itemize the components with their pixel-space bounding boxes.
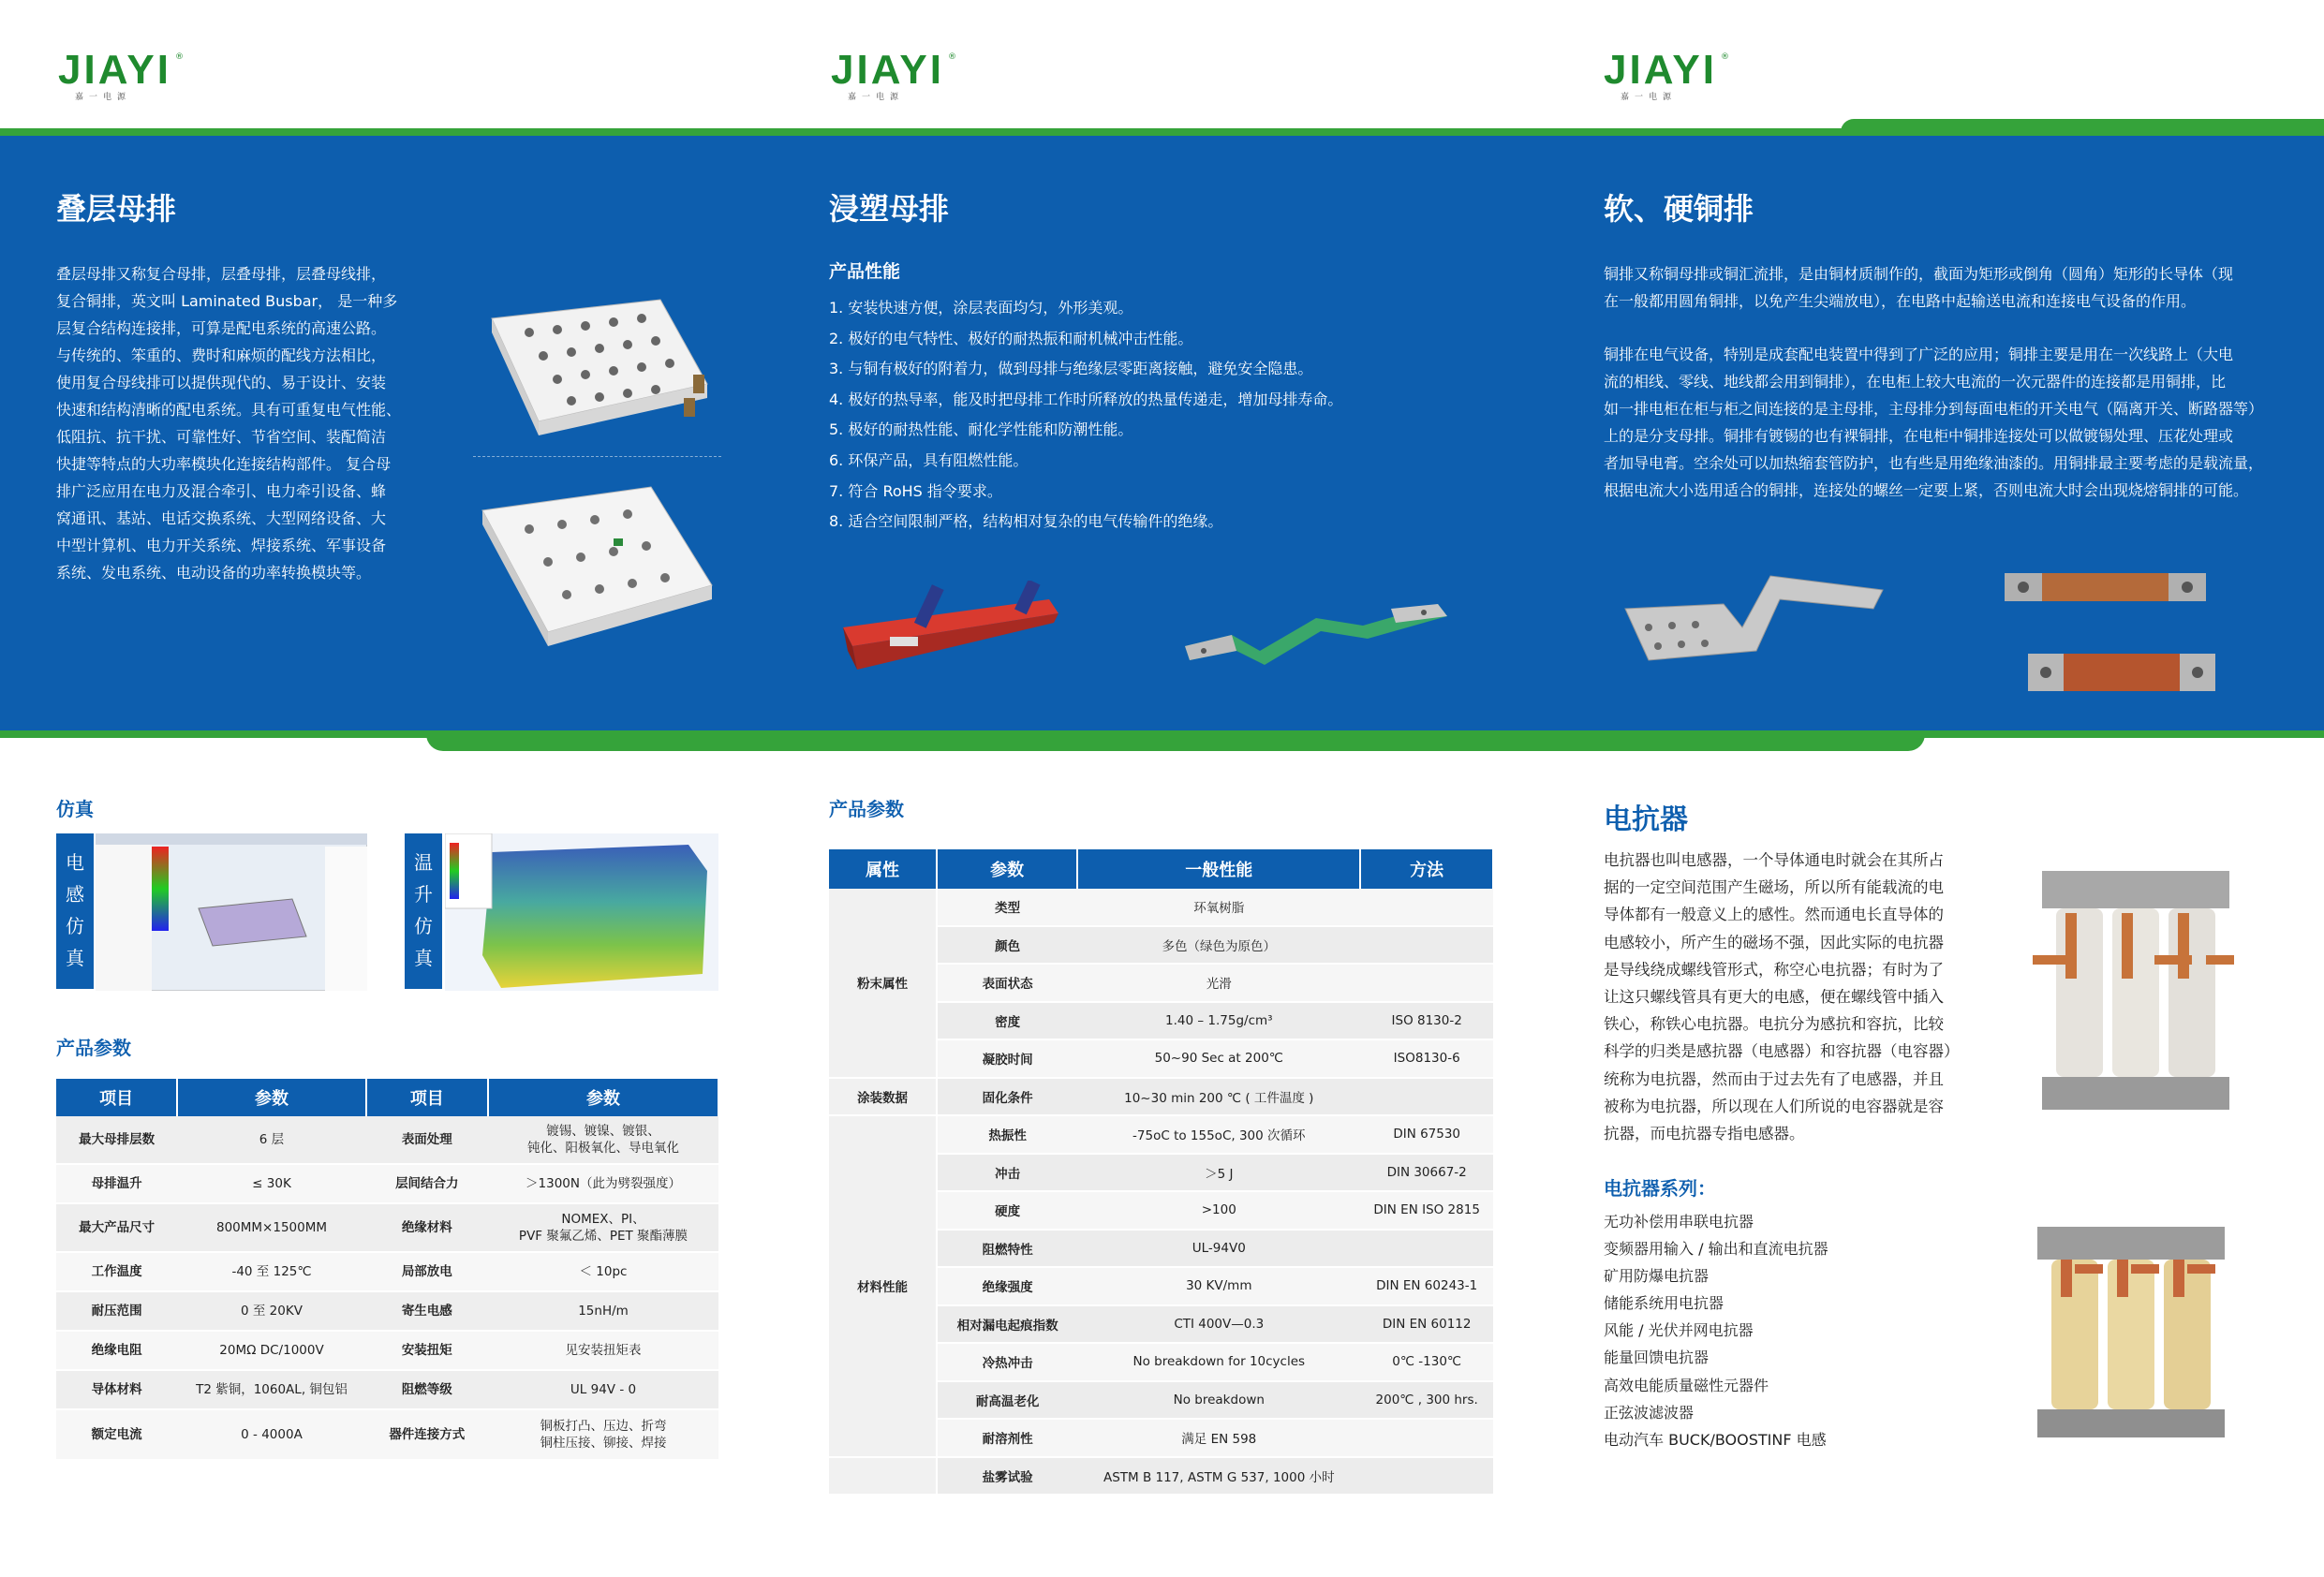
- table-cell: 固化条件: [937, 1078, 1077, 1116]
- temperature-simulation-screenshot: [445, 833, 718, 991]
- logo-3: JIAYI 嘉一电源 ®: [1604, 49, 1735, 105]
- table-cell: 冷热冲击: [937, 1343, 1077, 1381]
- table-cell: DIN EN ISO 2815: [1360, 1191, 1493, 1230]
- table-cell: 耐压范围: [56, 1291, 177, 1331]
- table-header-cell: 项目: [366, 1079, 488, 1116]
- table-cell: 光滑: [1077, 964, 1360, 1002]
- table-cell: 耐高温老化: [937, 1381, 1077, 1420]
- table-cell: 绝缘材料: [366, 1203, 488, 1252]
- table-row: [56, 1291, 718, 1331]
- feature-item: 5. 极好的耐热性能、耐化学性能和防潮性能。: [829, 420, 1133, 439]
- description-line: 排广泛应用在电力及混合牵引、电力牵引设备、蜂: [56, 482, 387, 500]
- reactor-title: 电抗器: [1604, 803, 1688, 836]
- table-group-cell: 粉末属性: [829, 889, 937, 1078]
- table-row: [56, 1409, 718, 1460]
- laminated-busbar-image-1: [473, 281, 726, 450]
- series-item: 变频器用输入 / 输出和直流电抗器: [1604, 1240, 1828, 1259]
- series-item: 电动汽车 BUCK/BOOSTINF 电感: [1604, 1430, 1827, 1449]
- table-cell: ASTM B 117, ASTM G 537, 1000 小时: [1077, 1457, 1360, 1496]
- feature-item: 4. 极好的热导率，能及时把母排工作时所释放的热量传递走，增加母排寿命。: [829, 390, 1343, 408]
- description-line: 电抗器也叫电感器，一个导体通电时就会在其所占: [1604, 851, 1944, 869]
- feature-item: 1. 安装快速方便，涂层表面均匀，外形美观。: [829, 299, 1133, 317]
- reactor-description: [1604, 847, 1974, 1147]
- description-line: 者加导电膏。空余处可以加热缩套管防护，也有些是用绝缘油漆的。用铜排最主要考虑的是载流量，: [1604, 454, 2264, 472]
- laminated-busbar-description: [56, 260, 459, 586]
- table-cell: 环氧树脂: [1077, 889, 1360, 926]
- table-cell: 见安装扭矩表: [488, 1331, 718, 1370]
- table-cell: -40 至 125℃: [177, 1252, 365, 1291]
- table-cell: DIN 67530: [1360, 1115, 1493, 1154]
- table-row: [829, 1457, 1493, 1496]
- table-cell: 冲击: [937, 1154, 1077, 1192]
- description-line: 快捷等特点的大功率模块化连接结构部件。 复合母: [56, 455, 392, 473]
- table-cell: 颜色: [937, 926, 1077, 965]
- table-cell: ISO 8130-2: [1360, 1002, 1493, 1040]
- table-cell: [1360, 1230, 1493, 1268]
- table-cell: 30 KV/mm: [1077, 1267, 1360, 1305]
- table-row: [56, 1252, 718, 1291]
- table-cell: 0 - 4000A: [177, 1409, 365, 1460]
- description-line: 与传统的、笨重的、费时和麻烦的配线方法相比，: [56, 346, 387, 364]
- feature-item: 7. 符合 RoHS 指令要求。: [829, 481, 1002, 500]
- table-row: [56, 1331, 718, 1370]
- table-cell: 额定电流: [56, 1409, 177, 1460]
- red-busbar-image: [834, 581, 1068, 702]
- table-cell: 表面处理: [366, 1116, 488, 1164]
- description-line: 窝通讯、基站、电话交换系统、大型网络设备、大: [56, 509, 387, 527]
- table-cell: [1360, 1078, 1493, 1116]
- table-cell: 800MM×1500MM: [177, 1203, 365, 1252]
- table-cell: 母排温升: [56, 1164, 177, 1203]
- series-item: 正弦波滤波器: [1604, 1403, 1695, 1422]
- table-cell: [1360, 1419, 1493, 1457]
- series-item: 矿用防爆电抗器: [1604, 1267, 1710, 1286]
- feature-item: 3. 与铜有极好的附着力，做到母排与绝缘层零距离接触，避免安全隐患。: [829, 360, 1313, 378]
- table-cell: 耐溶剂性: [937, 1419, 1077, 1457]
- logo-wordmark: JIAYI: [831, 47, 945, 93]
- performance-list: [829, 293, 1428, 538]
- description-line: 根据电流大小选用适合的铜排，连接处的螺丝一定要上紧，否则电流大时会出现烧熔铜排的可能。: [1604, 481, 2249, 499]
- copper-busbar-description-1: [1604, 260, 2278, 315]
- series-item: 无功补偿用串联电抗器: [1604, 1213, 1754, 1231]
- table-cell: 镀锡、镀镍、镀银、 钝化、阳极氧化、导电氧化: [488, 1116, 718, 1164]
- logo-wordmark: JIAYI: [1604, 47, 1718, 93]
- table-cell: CTI 400V—0.3: [1077, 1305, 1360, 1344]
- table-row: [829, 889, 1493, 926]
- description-line: 被称为电抗器，所以现在人们所说的电容器就是容: [1604, 1097, 1944, 1115]
- table-cell: 10~30 min 200 ℃ ( 工件温度 ): [1077, 1078, 1360, 1116]
- copper-busbar-title: 软、硬铜排: [1604, 191, 1754, 227]
- table-cell: 绝缘强度: [937, 1267, 1077, 1305]
- copper-busbar-description-2: [1604, 341, 2278, 504]
- inductance-simulation-label: 电 感 仿 真: [56, 833, 94, 989]
- table-cell: 器件连接方式: [366, 1409, 488, 1460]
- description-line: 上的是分支母排。铜排有镀锡的也有裸铜排，在电柜中铜排连接处可以做镀锡处理、压花处理或: [1604, 427, 2234, 445]
- table-cell: 阻燃特性: [937, 1230, 1077, 1268]
- product-performance-heading: 产品性能: [829, 261, 901, 282]
- table-cell: No breakdown for 10cycles: [1077, 1343, 1360, 1381]
- table-group-cell: 材料性能: [829, 1115, 937, 1457]
- table-cell: 盐雾试验: [937, 1457, 1077, 1496]
- description-line: 让这只螺线管具有更大的电感，便在螺线管中插入: [1604, 988, 1944, 1007]
- table-cell: 导体材料: [56, 1370, 177, 1409]
- table-cell: No breakdown: [1077, 1381, 1360, 1420]
- table-cell: 类型: [937, 889, 1077, 926]
- logo-wordmark: JIAYI: [58, 47, 172, 93]
- product-parameters-table-2: [829, 849, 1494, 1496]
- table-cell: 绝缘电阻: [56, 1331, 177, 1370]
- table-cell: ≤ 30K: [177, 1164, 365, 1203]
- green-tab-bottom: [426, 732, 1925, 751]
- table-cell: ＜ 10pc: [488, 1252, 718, 1291]
- table-cell: ＞5 J: [1077, 1154, 1360, 1192]
- table-header-cell: 一般性能: [1077, 849, 1360, 889]
- product-parameters-table-1: [56, 1079, 719, 1461]
- logo-1: JIAYI 嘉一电源 ®: [58, 49, 189, 105]
- green-line-top: [0, 128, 2324, 136]
- laminated-busbar-image-2: [473, 473, 726, 660]
- table-cell: 0℃ -130℃: [1360, 1343, 1493, 1381]
- series-item: 风能 / 光伏并网电抗器: [1604, 1321, 1754, 1340]
- description-line: 系统、发电系统、电动设备的功率转换模块等。: [56, 564, 372, 582]
- table-cell: 1.40 – 1.75g/cm³: [1077, 1002, 1360, 1040]
- table-cell: ＞1300N（此为劈裂强度）: [488, 1164, 718, 1203]
- table-cell: DIN 30667-2: [1360, 1154, 1493, 1192]
- table-header-cell: 方法: [1360, 849, 1493, 889]
- table-cell: UL-94V0: [1077, 1230, 1360, 1268]
- green-busbar-image: [1176, 599, 1457, 693]
- description-line: 低阻抗、抗干扰、可靠性好、节省空间、装配简洁: [56, 428, 387, 446]
- table-row: [829, 1115, 1493, 1154]
- description-line: 科学的归类是感抗器（电感器）和容抗器（电容器）: [1604, 1042, 1960, 1061]
- series-item: 高效电能质量磁性元器件: [1604, 1376, 1769, 1394]
- description-line: 在一般都用圆角铜排，以免产生尖端放电），在电路中起输送电流和连接电气设备的作用。: [1604, 292, 2197, 310]
- image-divider: [473, 456, 721, 457]
- table-header-cell: 项目: [56, 1079, 177, 1116]
- table-cell: NOMEX、PI、 PVF 聚氟乙烯、PET 聚酯薄膜: [488, 1203, 718, 1252]
- feature-item: 6. 环保产品，具有阻燃性能。: [829, 450, 1029, 469]
- table-cell: 安装扭矩: [366, 1331, 488, 1370]
- soft-copper-busbar-image-2: [2023, 646, 2225, 702]
- table-group-cell: 涂装数据: [829, 1078, 937, 1116]
- logo-subtitle: 嘉一电源: [848, 93, 905, 102]
- table-cell: UL 94V - 0: [488, 1370, 718, 1409]
- table-cell: 0 至 20KV: [177, 1291, 365, 1331]
- inductance-simulation-screenshot: [96, 833, 367, 991]
- table-cell: T2 紫铜，1060AL, 铜包铝: [177, 1370, 365, 1409]
- table-cell: 6 层: [177, 1116, 365, 1164]
- table-cell: 多色（绿色为原色）: [1077, 926, 1360, 965]
- feature-item: 2. 极好的电气特性、极好的耐热振和耐机械冲击性能。: [829, 329, 1193, 347]
- table-cell: 层间结合力: [366, 1164, 488, 1203]
- table-row: [56, 1203, 718, 1252]
- temperature-simulation-label: 温 升 仿 真: [405, 833, 442, 989]
- table-cell: 工作温度: [56, 1252, 177, 1291]
- table-header-cell: 参数: [177, 1079, 365, 1116]
- table-cell: 满足 EN 598: [1077, 1419, 1360, 1457]
- table-header-cell: 参数: [488, 1079, 718, 1116]
- description-line: 叠层母排又称复合母排，层叠母排，层叠母线排，: [56, 265, 387, 283]
- dip-coated-busbar-title: 浸塑母排: [829, 191, 950, 227]
- hard-copper-busbar-image: [1621, 567, 1892, 679]
- table-cell: 硬度: [937, 1191, 1077, 1230]
- table-cell: 凝胶时间: [937, 1039, 1077, 1078]
- table-cell: 阻燃等级: [366, 1370, 488, 1409]
- product-parameters-heading-1: 产品参数: [56, 1037, 131, 1059]
- description-line: 铜排在电气设备，特别是成套配电装置中得到了广泛的应用；铜排主要是用在一次线路上（大电: [1604, 346, 2234, 363]
- table-cell: 铜板打凸、压边、折弯 铜柱压接、铆接、焊接: [488, 1409, 718, 1460]
- table-cell: DIN EN 60243-1: [1360, 1267, 1493, 1305]
- table-cell: 50~90 Sec at 200℃: [1077, 1039, 1360, 1078]
- description-line: 抗器，而电抗器专指电感器。: [1604, 1125, 1805, 1143]
- description-line: 铁心，称铁心电抗器。电抗分为感抗和容抗，比较: [1604, 1015, 1944, 1034]
- simulation-heading: 仿真: [56, 798, 94, 820]
- table-cell: 15nH/m: [488, 1291, 718, 1331]
- reactor-image-1: [2014, 866, 2239, 1119]
- table-cell: 20MΩ DC/1000V: [177, 1331, 365, 1370]
- laminated-busbar-title: 叠层母排: [56, 191, 177, 227]
- table-cell: 表面状态: [937, 964, 1077, 1002]
- logo-2: JIAYI 嘉一电源 ®: [831, 49, 962, 105]
- table-cell: 最大产品尺寸: [56, 1203, 177, 1252]
- table-cell: [1360, 926, 1493, 965]
- description-line: 据的一定空间范围产生磁场，所以所有能载流的电: [1604, 878, 1944, 897]
- table-cell: -75oC to 155oC, 300 次循环: [1077, 1115, 1360, 1154]
- description-line: 流的相线、零线、地线都会用到铜排），在电柜上较大电流的一次元器件的连接都是用铜排，比: [1604, 373, 2227, 391]
- table-header-cell: 参数: [937, 849, 1077, 889]
- table-cell: [1360, 964, 1493, 1002]
- table-cell: 200℃ , 300 hrs.: [1360, 1381, 1493, 1420]
- table-cell: 密度: [937, 1002, 1077, 1040]
- description-line: 导体都有一般意义上的感性。然而通电长直导体的: [1604, 906, 1944, 924]
- feature-item: 8. 适合空间限制严格，结构相对复杂的电气传输件的绝缘。: [829, 512, 1223, 531]
- product-parameters-heading-2: 产品参数: [829, 798, 904, 820]
- description-line: 层复合结构连接排，可算是配电系统的高速公路。: [56, 319, 387, 337]
- reactor-image-2: [2019, 1222, 2243, 1447]
- table-cell: [1360, 889, 1493, 926]
- table-row: [829, 1078, 1493, 1116]
- table-header-cell: 属性: [829, 849, 937, 889]
- table-cell: >100: [1077, 1191, 1360, 1230]
- table-group-cell: [829, 1457, 937, 1496]
- table-cell: 热振性: [937, 1115, 1077, 1154]
- description-line: 复合铜排，英文叫 Laminated Busbar， 是一种多: [56, 292, 398, 310]
- reactor-series-heading: 电抗器系列：: [1604, 1177, 1716, 1200]
- table-cell: 最大母排层数: [56, 1116, 177, 1164]
- table-cell: [1360, 1457, 1493, 1496]
- table-row: [56, 1164, 718, 1203]
- series-item: 能量回馈电抗器: [1604, 1349, 1710, 1367]
- table-cell: DIN EN 60112: [1360, 1305, 1493, 1344]
- description-line: 是导线绕成螺线管形式，称空心电抗器；有时为了: [1604, 960, 1944, 979]
- logo-subtitle: 嘉一电源: [75, 93, 132, 102]
- description-line: 使用复合母线排可以提供现代的、易于设计、安装: [56, 374, 387, 391]
- table-row: [56, 1370, 718, 1409]
- reactor-series-list: [1604, 1208, 1978, 1453]
- table-cell: 局部放电: [366, 1252, 488, 1291]
- description-line: 铜排又称铜母排或铜汇流排，是由铜材质制作的，截面为矩形或倒角（圆角）矩形的长导体（现: [1604, 265, 2234, 283]
- description-line: 统称为电抗器，然而由于过去先有了电感器，并且: [1604, 1069, 1944, 1088]
- description-line: 电感较小，所产生的磁场不强，因此实际的电抗器: [1604, 933, 1944, 951]
- table-cell: 相对漏电起痕指数: [937, 1305, 1077, 1344]
- table-row: [56, 1116, 718, 1164]
- description-line: 中型计算机、电力开关系统、焊接系统、军事设备: [56, 537, 387, 554]
- table-cell: 寄生电感: [366, 1291, 488, 1331]
- soft-copper-busbar-image-1: [2000, 562, 2215, 613]
- logo-subtitle: 嘉一电源: [1621, 93, 1678, 102]
- table-cell: ISO8130-6: [1360, 1039, 1493, 1078]
- series-item: 储能系统用电抗器: [1604, 1294, 1724, 1313]
- description-line: 如一排电柜在柜与柜之间连接的是主母排，主母排分到每面电柜的开关电气（隔离开关、断路器等）: [1604, 400, 2264, 418]
- description-line: 快速和结构清晰的配电系统。具有可重复电气性能、: [56, 401, 402, 419]
